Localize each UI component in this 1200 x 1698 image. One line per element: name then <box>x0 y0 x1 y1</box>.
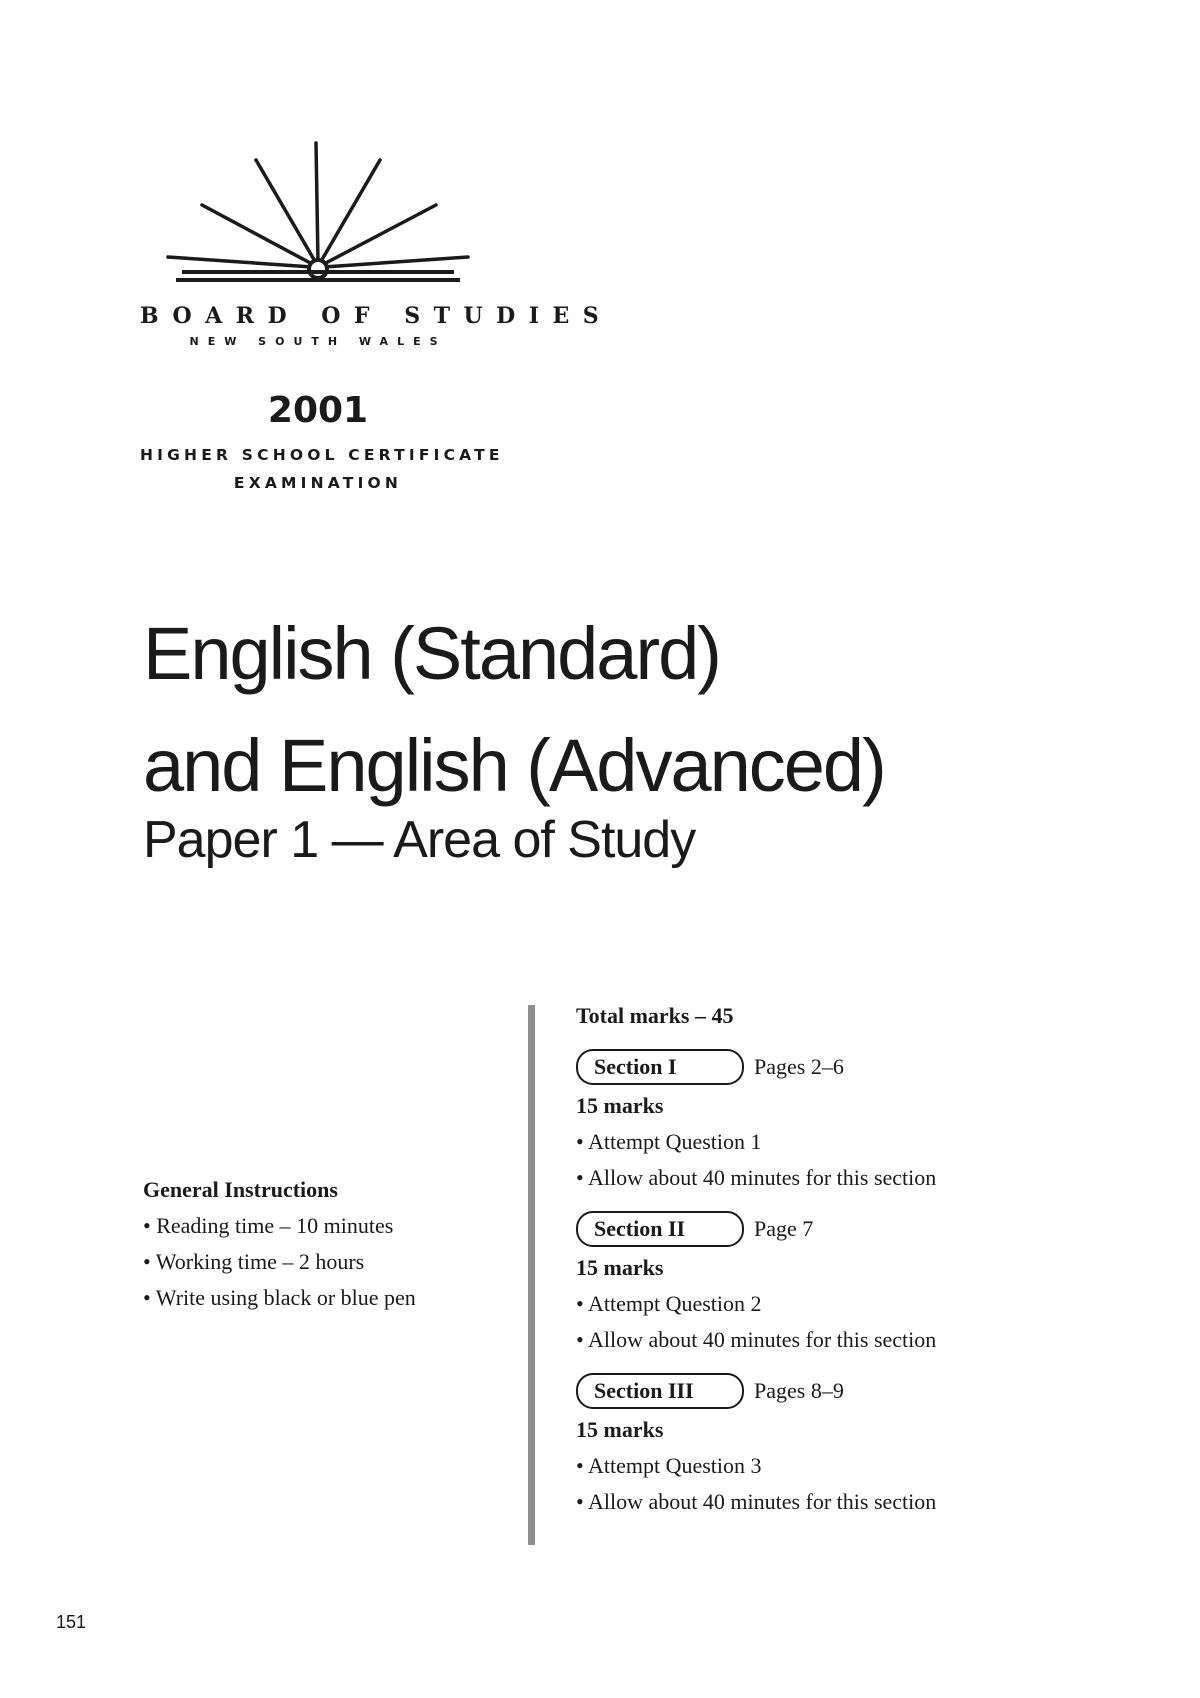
state-name: NEW SOUTH WALES <box>189 335 447 348</box>
section-marks: 15 marks <box>576 1093 664 1118</box>
paper-title-line2: and English (Advanced) <box>143 724 885 807</box>
page-number: 151 <box>56 1612 87 1632</box>
instruction-item: • Reading time – 10 minutes <box>143 1213 394 1238</box>
section-marks: 15 marks <box>576 1417 664 1442</box>
section-instruction: • Attempt Question 3 <box>576 1453 762 1478</box>
marks-panel <box>576 998 1016 1520</box>
general-instructions <box>143 1172 416 1316</box>
section-label: Section III <box>576 1373 744 1409</box>
section-instruction: • Allow about 40 minutes for this section <box>576 1327 937 1352</box>
exam-name-line2: EXAMINATION <box>233 474 403 492</box>
board-name: BOARD OF STUDIES <box>140 303 613 329</box>
section-header <box>576 1210 1016 1248</box>
exam-name <box>140 441 504 497</box>
section-instruction: • Attempt Question 1 <box>576 1129 762 1154</box>
section-pages: Pages 2–6 <box>754 1054 844 1079</box>
board-logo <box>140 135 613 492</box>
section-header <box>576 1372 1016 1410</box>
section-block <box>576 1210 1016 1358</box>
paper-subtitle: Paper 1 — Area of Study <box>143 811 696 869</box>
section-instruction: • Attempt Question 2 <box>576 1291 762 1316</box>
exam-name-line1: HIGHER SCHOOL CERTIFICATE <box>140 446 504 464</box>
section-header <box>576 1048 1016 1086</box>
section-pages: Page 7 <box>754 1216 814 1241</box>
section-label: Section I <box>576 1049 744 1085</box>
section-marks: 15 marks <box>576 1255 664 1280</box>
paper-title-line1: English (Standard) <box>143 612 720 695</box>
section-instruction: • Allow about 40 minutes for this section <box>576 1165 937 1190</box>
section-block <box>576 1048 1016 1196</box>
rising-sun-logo-icon <box>140 135 500 295</box>
general-instructions-heading: General Instructions <box>143 1177 338 1202</box>
instruction-item: • Working time – 2 hours <box>143 1249 365 1274</box>
section-label: Section II <box>576 1211 744 1247</box>
column-divider <box>528 1005 535 1545</box>
instruction-item: • Write using black or blue pen <box>143 1285 416 1310</box>
section-pages: Pages 8–9 <box>754 1378 844 1403</box>
exam-year: 2001 <box>267 390 369 431</box>
total-marks: Total marks – 45 <box>576 1003 734 1028</box>
section-instruction: • Allow about 40 minutes for this section <box>576 1489 937 1514</box>
section-block <box>576 1372 1016 1520</box>
paper-title <box>143 598 885 822</box>
